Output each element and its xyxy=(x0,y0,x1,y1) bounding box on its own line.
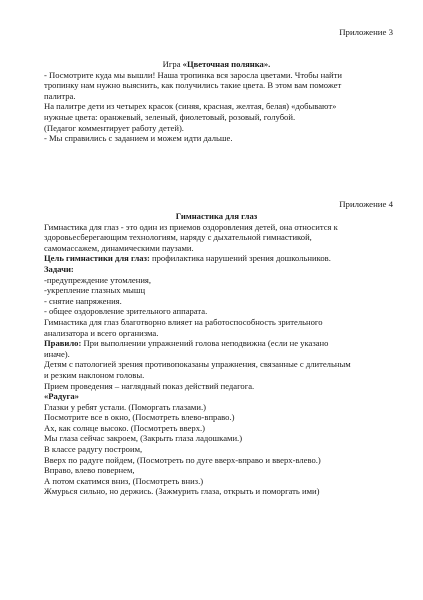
appendix-4-label: Приложение 4 xyxy=(339,199,393,209)
rule-line-continued: иначе). xyxy=(44,348,70,359)
game-title-name: «Цветочная полянка». xyxy=(182,59,271,69)
rule-line xyxy=(44,338,389,349)
game-title xyxy=(44,59,389,70)
task-item: - снятие напряжения. xyxy=(44,295,122,306)
game-line: (Педагог комментирует работу детей). xyxy=(44,122,184,133)
tasks-label: Задачи: xyxy=(44,263,74,274)
game-line: - Посмотрите куда мы вышли! Наша тропинка вся заросла цветами. Чтобы найти xyxy=(44,69,342,80)
rule-label: Правило: xyxy=(44,338,82,349)
intro-line: Гимнастика для глаз - это один из приемов оздоровления детей, она относится к xyxy=(44,221,338,232)
raduga-line: Жмурься сильно, но держись. (Зажмурить глаза, открыть и поморгать ими) xyxy=(44,486,320,497)
raduga-line: В классе радугу построим, xyxy=(44,443,143,454)
raduga-line: Вправо, влево повернем, xyxy=(44,465,135,476)
contra-line: Детям с патологией зрения противопоказаны упражнения, связанные с длительным xyxy=(44,359,351,370)
task-item: - общее оздоровление зрительного аппарата. xyxy=(44,306,208,317)
raduga-line: Ах, как солнце высоко. (Посмотреть вверх.) xyxy=(44,422,205,433)
raduga-line: А потом скатимся вниз, (Посмотреть вниз.) xyxy=(44,475,204,486)
game-section xyxy=(44,59,389,144)
intro-line: самомассажем, динамическими паузами. xyxy=(44,242,194,253)
task-item: -укрепление глазных мышц xyxy=(44,285,146,296)
raduga-line: Посмотрите все в окно, (Посмотреть влево-вправо.) xyxy=(44,412,235,423)
method-line: Прием проведения – наглядный показ действий педагога. xyxy=(44,380,255,391)
game-line: палитра. xyxy=(44,90,76,101)
effect-line: Гимнастика для глаз благотворно влияет на работоспособность зрительного xyxy=(44,316,323,327)
raduga-title: «Радуга» xyxy=(44,391,79,401)
contra-line: и резким наклоном головы. xyxy=(44,369,145,380)
rule-text: При выполнении упражнений голова неподвижна (если не указано xyxy=(81,338,329,349)
gymnastics-title: Гимнастика для глаз xyxy=(175,211,258,221)
raduga-line: Мы глаза сейчас закроем, (Закрыть глаза ладошками.) xyxy=(44,433,243,444)
game-line: нужные цвета: оранжевый, зеленый, фиолетовый, розовый, голубой. xyxy=(44,111,296,122)
task-item: -предупреждение утомления, xyxy=(44,274,152,285)
intro-line: здоровьесберегающим технологиям, наряду с дыхательной гимнастикой, xyxy=(44,232,312,243)
game-title-prefix: Игра xyxy=(162,59,181,69)
raduga-line: Вверх по радуге пойдем, (Посмотреть по дуге вверх-вправо и вверх-влево.) xyxy=(44,454,321,465)
game-line: На палитре дети из четырех красок (синяя, красная, желтая, белая) «добывают» xyxy=(44,101,337,112)
goal-label: Цель гимнастики для глаз: xyxy=(44,253,150,264)
effect-line: анализатора и всего организма. xyxy=(44,327,159,338)
raduga-line: Глазки у ребят устали. (Поморгать глазами.) xyxy=(44,401,206,412)
goal-text: профилактика нарушений зрения дошкольников. xyxy=(149,253,331,264)
game-line: тропинку нам нужно выяснить, как получились такие цвета. В этом вам поможет xyxy=(44,80,342,91)
game-line: - Мы справились с заданием и можем идти дальше. xyxy=(44,133,233,144)
appendix-3-label: Приложение 3 xyxy=(339,27,393,37)
gymnastics-section xyxy=(44,211,389,391)
raduga-section xyxy=(44,391,389,497)
goal-line xyxy=(44,253,389,264)
